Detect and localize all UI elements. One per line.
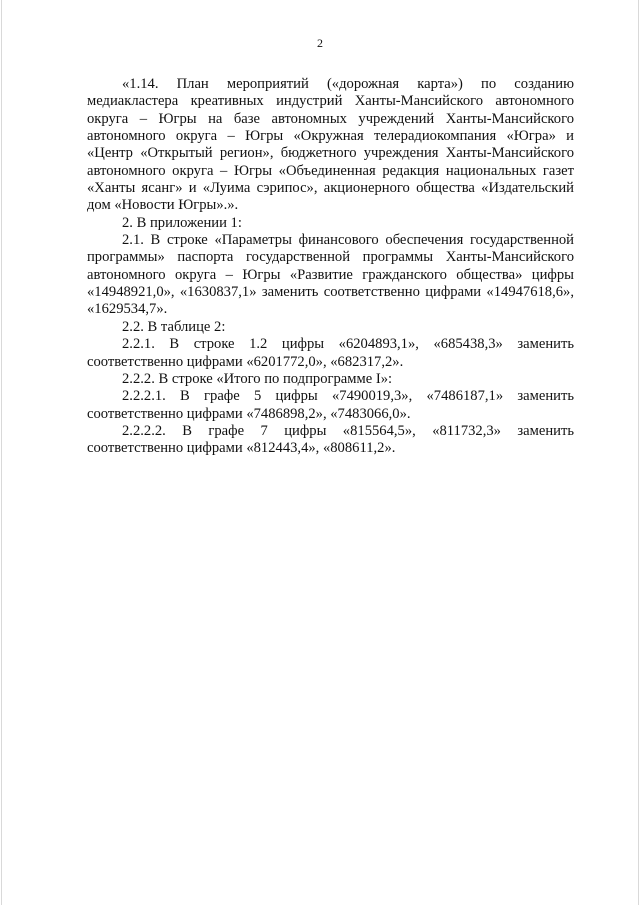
paragraph-2-2-2: 2.2.2. В строке «Итого по подпрограмме I»:: [122, 370, 393, 387]
paragraph-2-2-2-1: 2.2.2.1. В графе 5 цифры «7490019,3», «7486187,1» заменить соответственно цифрами «7486898,2», «7483066,0».: [87, 388, 574, 422]
paragraph-2-2: 2.2. В таблице 2:: [122, 318, 226, 335]
paragraph-appendix-1: 2. В приложении 1:: [122, 214, 242, 231]
paragraph-2-2-2-2: 2.2.2.2. В графе 7 цифры «815564,5», «811732,3» заменить соответственно цифрами «812443,4», «808611,2».: [87, 422, 574, 457]
page-number: 2: [317, 36, 323, 50]
paragraph-2-2-1: 2.2.1. В строке 1.2 цифры «6204893,1», «685438,3» заменить соответственно цифрами «6201772,0», «682317,2».: [87, 336, 574, 370]
page-edge-right: [638, 0, 639, 905]
paragraph-2-1: 2.1. В строке «Параметры финансового обеспечения государственной программы» паспорта государственной программы Ханты-Мансийского автономного округа – Югры «Развитие гражданского общества» цифры «14948921,0», «1630837,1» заменить соответственно цифрами «14947618,6», «1629534,7».: [87, 232, 574, 318]
document-body: [87, 76, 574, 458]
page-edge-left: [1, 0, 2, 905]
paragraph-item-1-14: «1.14. План мероприятий («дорожная карта») по созданию медиакластера креативных индустрий Ханты-Мансийского автономного округа – Югры на базе автономных учреждений Ханты-Мансийского автономного округа – Югры «Окружная телерадиокомпания «Югра» и «Центр «Открытый регион», бюджетного учреждения Ханты-Мансийского автономного округа – Югры «Объединенная редакция национальных газет «Ханты ясанг» и «Луима сэрипос», акционерного общества «Издательский дом «Новости Югры».».: [87, 76, 574, 214]
